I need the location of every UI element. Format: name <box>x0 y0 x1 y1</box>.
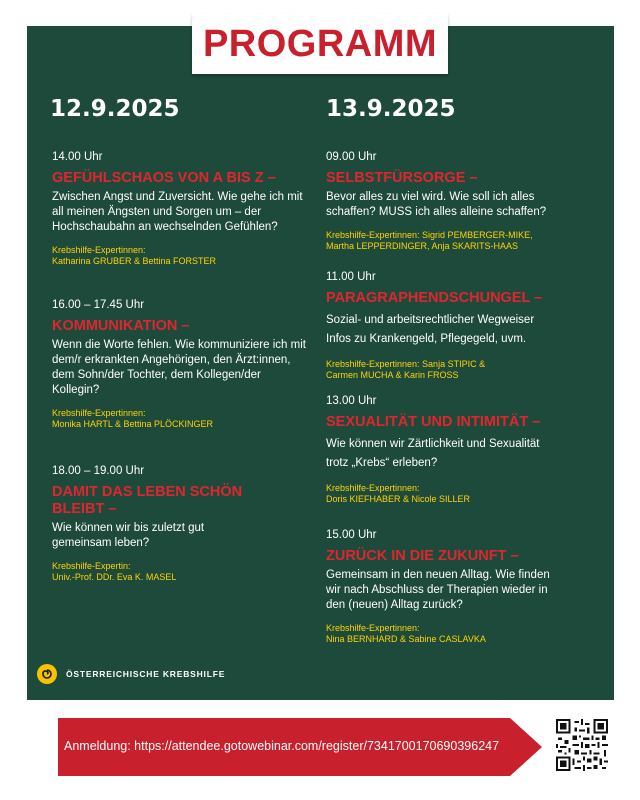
day-1-date: 12.9.2025 <box>50 96 180 122</box>
day-2-date: 13.9.2025 <box>326 96 456 122</box>
session-description: Bevor alles zu viel wird. Wie soll ich alles schaffen? MUSS ich alles alleine schaffen? <box>326 191 547 218</box>
experts-label: Krebshilfe-Expertinnen: Sigrid PEMBERGER-MIKE, <box>326 230 533 240</box>
experts-label: Krebshilfe-Expertinnen: Sanja STIPIC & <box>326 359 486 369</box>
experts-label: Krebshilfe-Expertin: <box>52 561 131 571</box>
session-description: Gemeinsam in den neuen Alltag. Wie finden wir nach Abschluss der Therapien wieder in den (neuen) Alltag zurück? <box>326 569 550 611</box>
registration-link[interactable]: Anmeldung: https://attendee.gotowebinar.com/register/7341700170690396247 <box>64 739 500 753</box>
session-1 <box>52 150 307 267</box>
session-time: 16.00 – 17.45 Uhr <box>52 299 145 311</box>
session-5 <box>326 270 561 381</box>
session-2 <box>52 298 307 430</box>
session-title: DAMIT DAS LEBEN SCHÖN BLEIBT – <box>52 484 243 517</box>
session-time: 18.00 – 19.00 Uhr <box>52 465 145 477</box>
session-description: Zwischen Angst und Zuversicht. Wie gehe ich mit all meinen Ängsten und Sorgen um – der Hochschaubahn an wechselnden Gefühlen? <box>52 191 303 233</box>
session-title: SEXUALITÄT UND INTIMITÄT – <box>326 414 541 430</box>
experts-names: Carmen MUCHA & Karin FROSS <box>326 370 459 380</box>
logo-text: ÖSTERREICHISCHE KREBSHILFE <box>66 669 226 679</box>
session-4 <box>326 150 581 252</box>
experts-names: Nina BERNHARD & Sabine CASLAVKA <box>326 634 486 644</box>
experts-label: Krebshilfe-Expertinnen: <box>52 408 146 418</box>
session-time: 13.00 Uhr <box>326 395 377 407</box>
session-description: Wenn die Worte fehlen. Wie kommuniziere ich mit dem/r erkrankten Angehörigen, den Ärzt:innen, dem Sohn/der Tochter, dem Kollegen/der Kollegin? <box>52 339 306 396</box>
experts-names: Monika HARTL & Bettina PLÖCKINGER <box>52 419 214 429</box>
session-description: Sozial- und arbeitsrechtlicher Wegweiser Infos zu Krankengeld, Pflegegeld, uvm. <box>326 314 535 345</box>
session-title: KOMMUNIKATION – <box>52 318 190 334</box>
spiral-logo-icon <box>37 664 57 684</box>
session-time: 15.00 Uhr <box>326 529 377 541</box>
session-description: Wie können wir bis zuletzt gut gemeinsam leben? <box>52 522 205 549</box>
experts-label: Krebshilfe-Expertinnen: <box>326 483 420 493</box>
session-7 <box>326 528 566 645</box>
session-title: GEFÜHLSCHAOS VON A BIS Z – <box>52 170 276 186</box>
experts-label: Krebshilfe-Expertinnen: <box>52 245 146 255</box>
session-time: 14.00 Uhr <box>52 151 103 163</box>
session-time: 11.00 Uhr <box>326 271 376 283</box>
experts-names: Martha LEPPERDINGER, Anja SKARITS-HAAS <box>326 241 519 251</box>
experts-names: Katharina GRUBER & Bettina FORSTER <box>52 256 217 266</box>
session-6 <box>326 394 551 505</box>
krebshilfe-logo <box>37 664 225 684</box>
title-box <box>192 14 448 74</box>
session-title: SELBSTFÜRSORGE – <box>326 170 478 186</box>
experts-names: Univ.-Prof. DDr. Eva K. MASEL <box>52 572 177 582</box>
experts-label: Krebshilfe-Expertinnen: <box>326 623 420 633</box>
session-3 <box>52 464 252 583</box>
session-title: PARAGRAPHENDSCHUNGEL – <box>326 290 543 306</box>
page-title: PROGRAMM <box>202 22 438 65</box>
qr-code-icon <box>556 719 608 771</box>
session-description: Wie können wir Zärtlichkeit und Sexualität trotz „Krebs“ erleben? <box>326 438 540 469</box>
session-time: 09.00 Uhr <box>326 151 377 163</box>
session-title: ZURÜCK IN DIE ZUKUNFT – <box>326 548 519 564</box>
experts-names: Doris KIEFHABER & Nicole SILLER <box>326 494 471 504</box>
